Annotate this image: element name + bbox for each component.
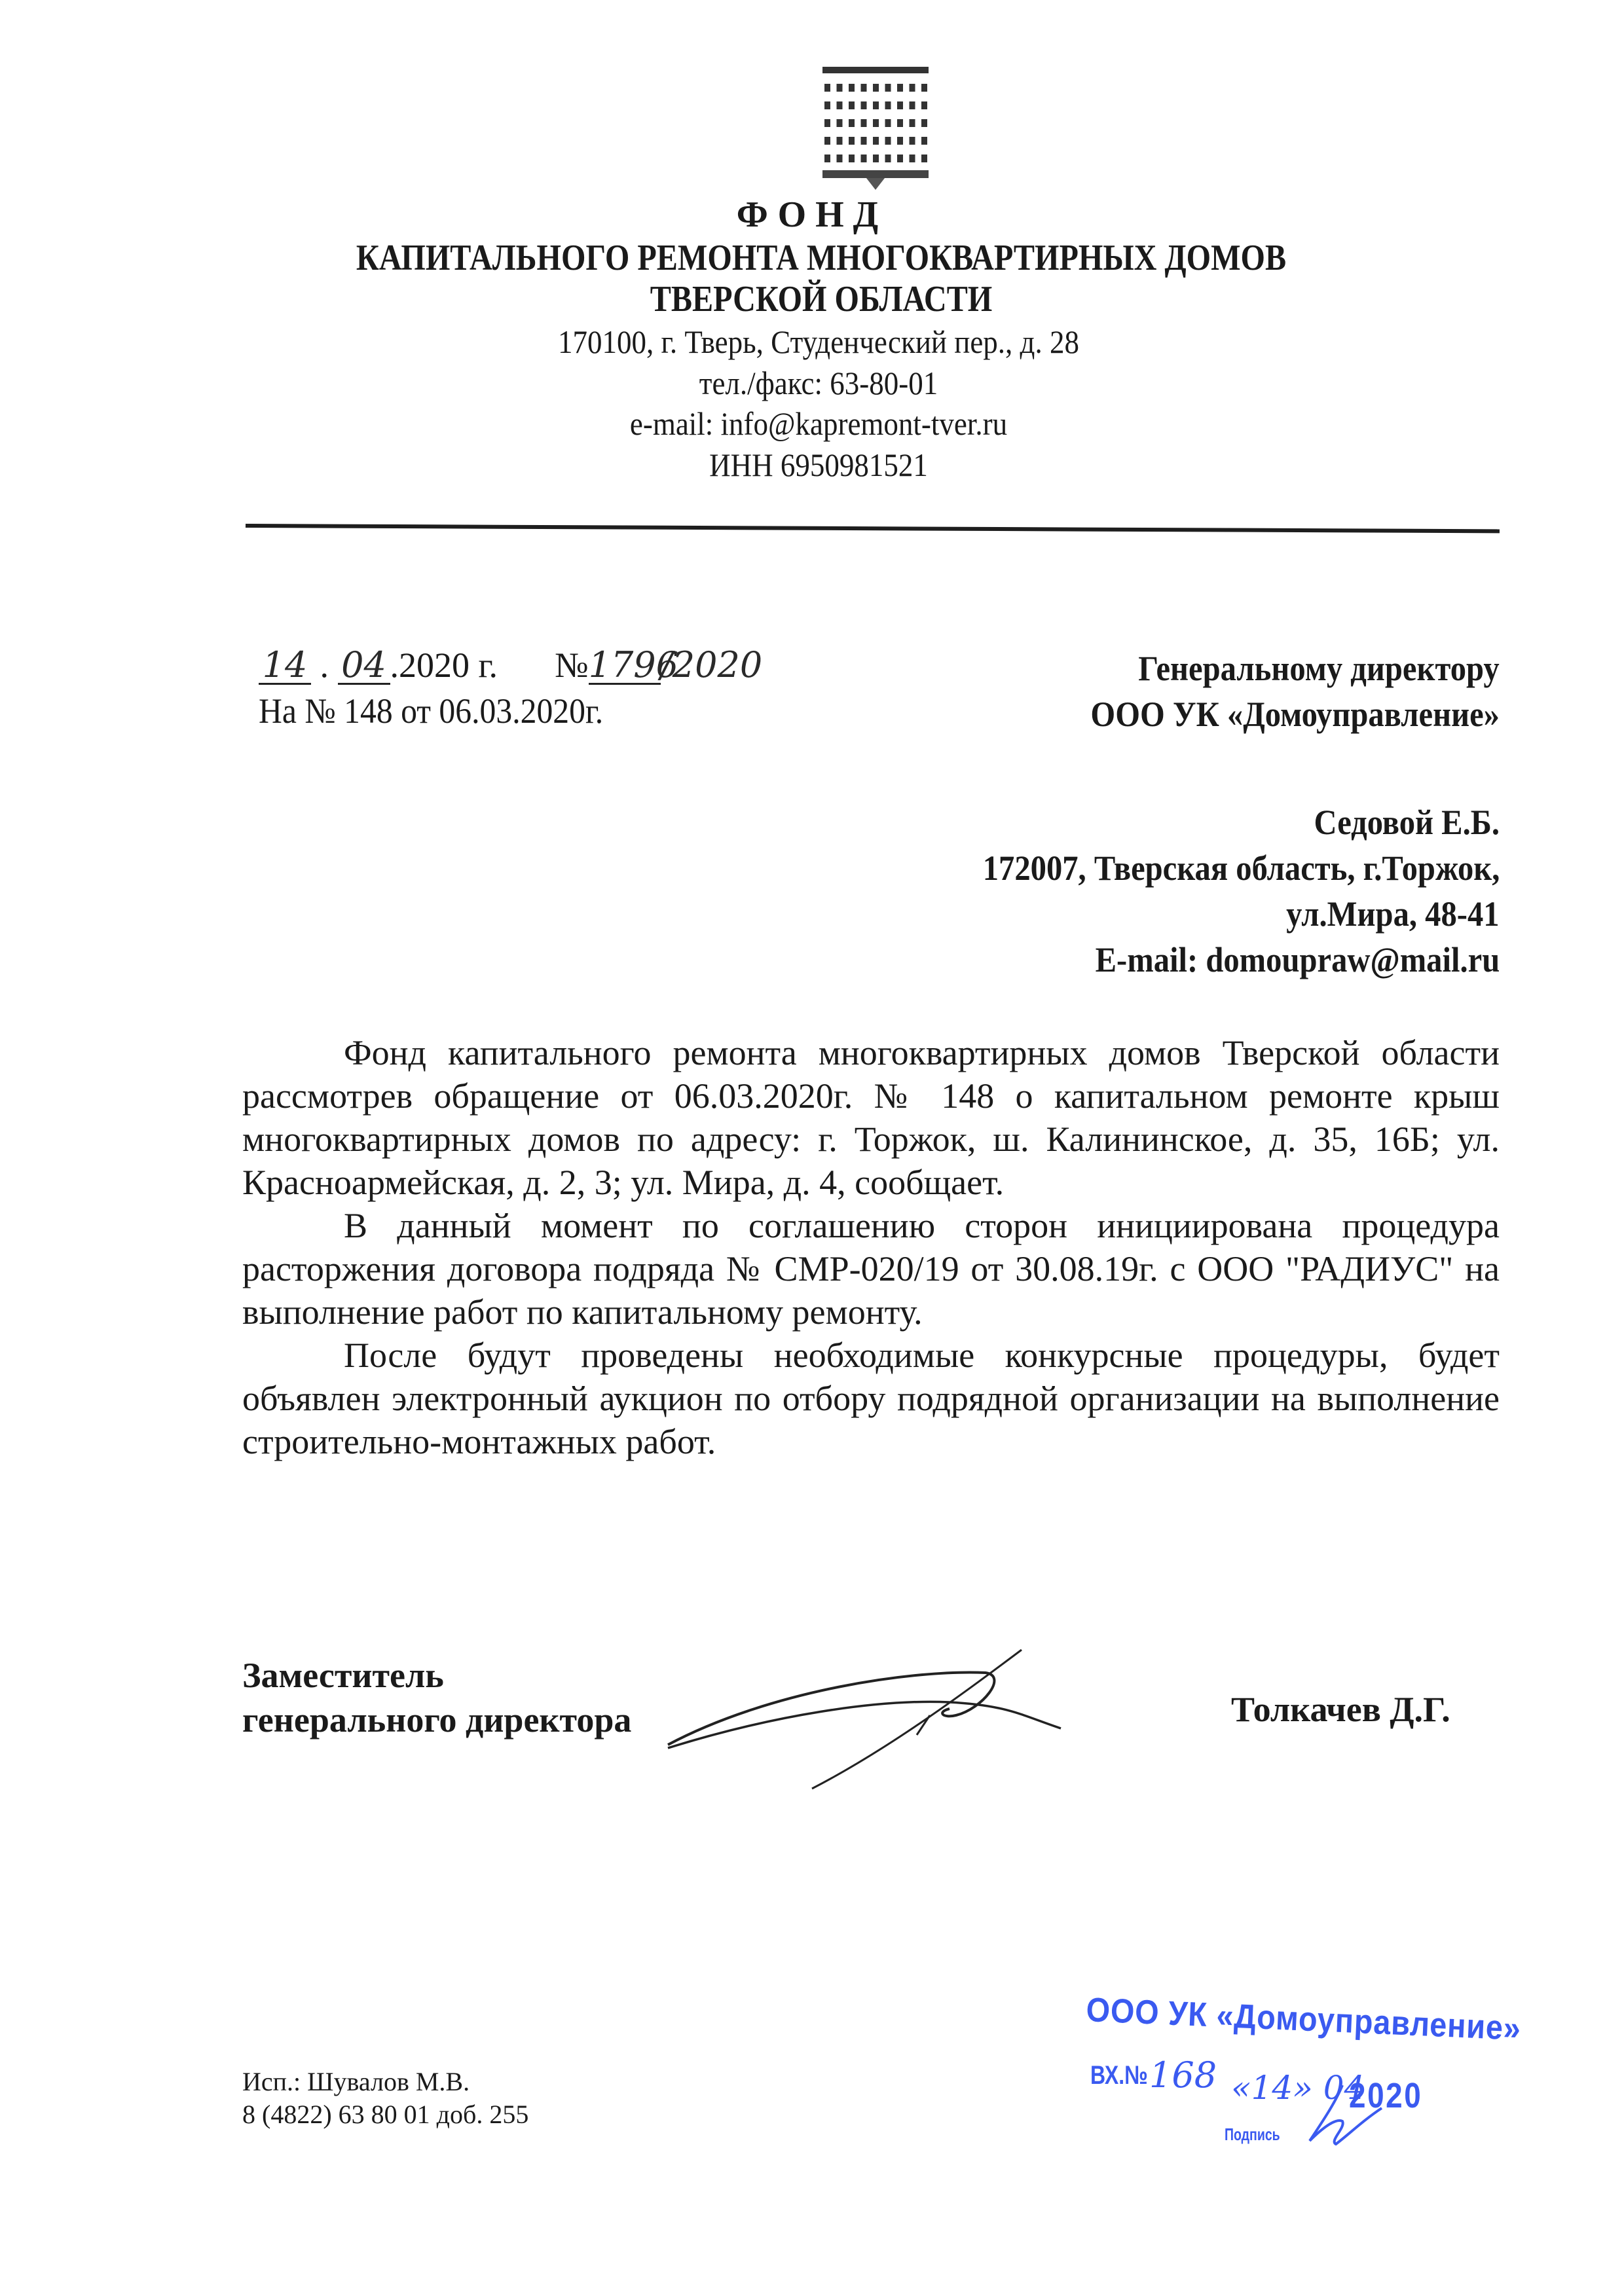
logo-window-dot xyxy=(824,84,830,92)
logo-window-dot xyxy=(910,101,915,109)
logo-window-dot xyxy=(873,119,879,127)
stamp-incoming-number: 168 xyxy=(1149,2054,1217,2096)
logo-window-dot xyxy=(824,137,830,145)
logo-window-dot xyxy=(861,84,867,92)
logo-window-dot xyxy=(861,155,867,162)
logo-window-dot xyxy=(921,155,927,162)
logo-window-dot xyxy=(885,119,891,127)
logo-window-dot xyxy=(885,101,891,109)
fund-logo-icon xyxy=(821,60,931,191)
logo-window-dot xyxy=(897,101,903,109)
outgoing-month-handwritten: 04 xyxy=(338,647,390,685)
date-separator: . xyxy=(320,646,329,685)
logo-window-dot xyxy=(824,101,830,109)
stamp-incoming-year: 2020 xyxy=(1349,2076,1423,2115)
logo-window-dot xyxy=(849,84,855,92)
reply-reference: На № 148 от 06.03.2020г. xyxy=(259,691,604,731)
stamp-incoming-date: «14» 04 xyxy=(1231,2069,1365,2107)
logo-window-dot xyxy=(897,119,903,127)
recipient-address-line1: 172007, Тверская область, г.Торжок, xyxy=(982,848,1500,888)
logo-window-dot xyxy=(921,119,927,127)
handwritten-signature-icon xyxy=(642,1637,1231,1794)
stamp-signature-scribble-icon xyxy=(1297,2082,1388,2147)
logo-window-dot xyxy=(885,137,891,145)
recipient-email: E-mail: domoupraw@mail.ru xyxy=(1095,940,1500,979)
letterhead-fond: ФОНД xyxy=(736,194,888,235)
executor-name: Исп.: Шувалов М.В. xyxy=(242,2067,470,2096)
recipient-organization: ООО УК «Домоуправление» xyxy=(1090,695,1500,734)
recipient-position: Генеральному директору xyxy=(1138,649,1500,688)
logo-window-dot xyxy=(873,137,879,145)
logo-window-dot xyxy=(885,155,891,162)
logo-window-dot xyxy=(921,84,927,92)
logo-window-dot xyxy=(849,137,855,145)
recipient-name: Седовой Е.Б. xyxy=(1314,803,1500,842)
logo-window-dot xyxy=(910,119,915,127)
letter-body xyxy=(242,1031,1500,1463)
letterhead-org-name-line1: КАПИТАЛЬНОГО РЕМОНТА МНОГОКВАРТИРНЫХ ДОМОВ xyxy=(356,238,1287,278)
letterhead-org-name-line2: ТВЕРСКОЙ ОБЛАСТИ xyxy=(650,279,993,319)
body-paragraph: В данный момент по соглашению сторон инициирована процедура расторжения договора подряда № СМР-020/19 от 30.08.19г. с ООО "РАДИУС" на выполнение работ по капитальному ремонту. xyxy=(242,1206,1500,1332)
recipient-address-line2: ул.Мира, 48-41 xyxy=(1286,894,1500,934)
outgoing-number-suffix-handwritten: /2020 xyxy=(660,644,763,685)
logo-window-dot xyxy=(921,137,927,145)
logo-window-dot xyxy=(885,84,891,92)
outgoing-year: .2020 г. xyxy=(390,646,498,685)
incoming-registration-stamp xyxy=(1074,1977,1522,2147)
letterhead-address: 170100, г. Тверь, Студенческий пер., д. 28 xyxy=(558,323,1079,360)
logo-window-dot xyxy=(824,155,830,162)
logo-window-dot xyxy=(824,119,830,127)
letterhead-phone: тел./факс: 63-80-01 xyxy=(699,365,938,401)
logo-window-dot xyxy=(861,101,867,109)
stamp-organization: ООО УК «Домоуправление» xyxy=(1085,1990,1522,2048)
number-sign: № xyxy=(555,646,589,685)
logo-window-dot xyxy=(897,137,903,145)
executor-phone: 8 (4822) 63 80 01 доб. 255 xyxy=(242,2100,529,2129)
logo-window-dot xyxy=(837,155,843,162)
letterhead-divider xyxy=(246,524,1500,533)
logo-window-dot xyxy=(910,137,915,145)
logo-window-dot xyxy=(873,84,879,92)
logo-window-dot xyxy=(849,119,855,127)
logo-window-dot xyxy=(897,84,903,92)
outgoing-date-line xyxy=(259,645,762,685)
logo-window-dot xyxy=(849,155,855,162)
logo-window-dot xyxy=(910,84,915,92)
stamp-signature-label: Подпись xyxy=(1225,2124,1280,2144)
letterhead-inn: ИНН 6950981521 xyxy=(709,446,928,483)
logo-window-dot xyxy=(837,119,843,127)
logo-window-dot xyxy=(837,101,843,109)
outgoing-number-handwritten: 1796 xyxy=(588,644,679,685)
outgoing-day-handwritten: 14 xyxy=(259,647,311,685)
body-paragraph: После будут проведены необходимые конкурсные процедуры, будет объявлен электронный аукцион по отбору подрядной организации на выполнение строительно-монтажных работ. xyxy=(242,1336,1500,1461)
logo-window-dot xyxy=(837,137,843,145)
executor-info xyxy=(242,2066,528,2131)
signatory-name: Толкачев Д.Г. xyxy=(1231,1690,1450,1729)
body-paragraph: Фонд капитального ремонта многоквартирных домов Тверской области рассмотрев обращение от 06.03.2020г. № 148 о капитальном ремонте крыш многоквартирных домов по адресу: г. Торжок, ш. Калининское, д. 35, 16Б; ул. Красноармейская, д. 2, 3; ул. Мира, д. 4, сообщает. xyxy=(242,1033,1500,1202)
signatory-title xyxy=(242,1653,631,1742)
logo-window-dot xyxy=(861,119,867,127)
logo-window-dot xyxy=(837,84,843,92)
logo-window-dot xyxy=(873,155,879,162)
signatory-title-line2: генерального директора xyxy=(242,1700,632,1740)
logo-window-dot xyxy=(921,101,927,109)
logo-window-dot xyxy=(873,101,879,109)
stamp-incoming-label: ВХ.№ xyxy=(1090,2061,1148,2090)
logo-window-dot xyxy=(861,137,867,145)
signatory-title-line1: Заместитель xyxy=(242,1656,444,1695)
logo-window-dot xyxy=(910,155,915,162)
logo-window-dot xyxy=(849,101,855,109)
letterhead-email: e-mail: info@kapremont-tver.ru xyxy=(629,405,1008,442)
logo-window-dot xyxy=(897,155,903,162)
